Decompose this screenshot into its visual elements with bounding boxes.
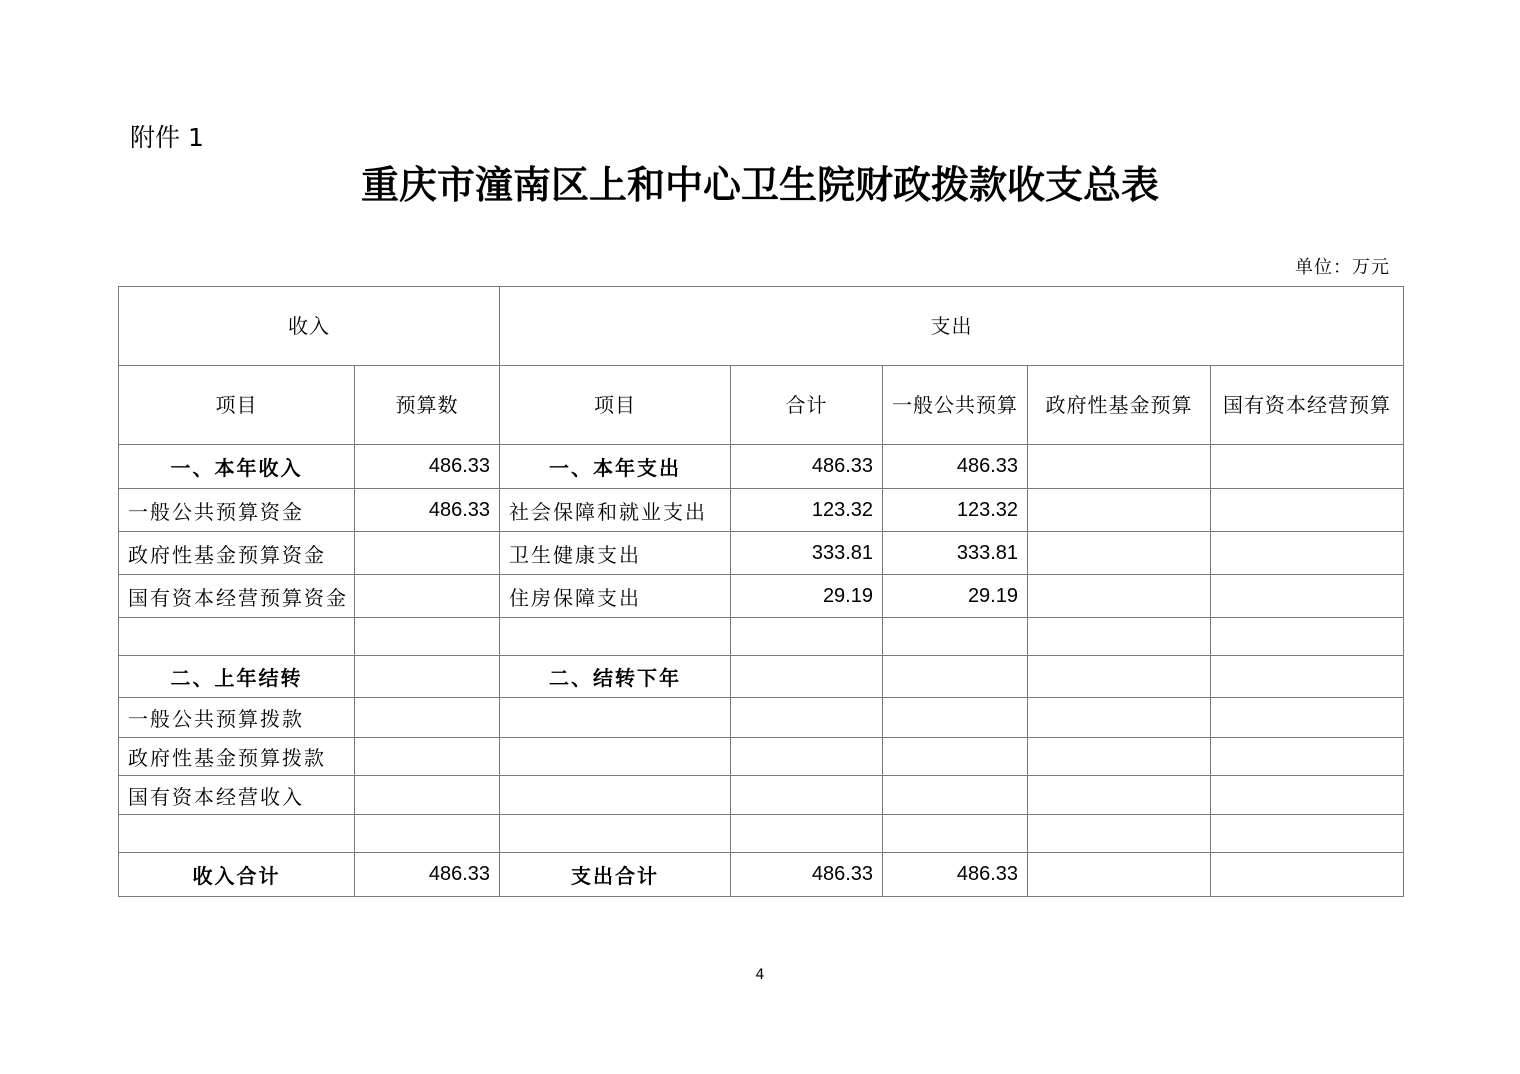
- cell-income-budget: [355, 656, 500, 698]
- col-expense-item: 项目: [500, 366, 731, 445]
- cell-total: [731, 618, 883, 656]
- cell-gov-fund: [1028, 618, 1211, 656]
- cell-income-item: 国有资本经营预算资金: [119, 575, 355, 618]
- expense-header: 支出: [500, 287, 1404, 366]
- cell-expense-item: 二、结转下年: [500, 656, 731, 698]
- cell-total: [731, 776, 883, 815]
- budget-table: [118, 286, 1404, 897]
- cell-expense-item: [500, 698, 731, 738]
- table-row: [119, 815, 1404, 853]
- cell-gov-fund: [1028, 575, 1211, 618]
- cell-total: 29.19: [731, 575, 883, 618]
- document-title: 重庆市潼南区上和中心卫生院财政拨款收支总表: [360, 162, 1159, 207]
- col-gov-fund-budget: 政府性基金预算: [1028, 366, 1211, 445]
- table-row: [119, 656, 1404, 698]
- cell-gov-fund: [1028, 698, 1211, 738]
- col-state-capital-budget: 国有资本经营预算: [1211, 366, 1404, 445]
- cell-total: 486.33: [731, 445, 883, 489]
- cell-general-budget: 486.33: [883, 853, 1028, 897]
- cell-expense-item: [500, 815, 731, 853]
- cell-general-budget: 333.81: [883, 532, 1028, 575]
- cell-gov-fund: [1028, 815, 1211, 853]
- cell-total: [731, 656, 883, 698]
- cell-general-budget: [883, 618, 1028, 656]
- cell-state-capital: [1211, 445, 1404, 489]
- cell-state-capital: [1211, 698, 1404, 738]
- table-row: [119, 698, 1404, 738]
- cell-expense-item: [500, 738, 731, 776]
- cell-general-budget: 29.19: [883, 575, 1028, 618]
- table-row: [119, 532, 1404, 575]
- cell-general-budget: [883, 698, 1028, 738]
- cell-income-budget: [355, 776, 500, 815]
- cell-income-budget: [355, 618, 500, 656]
- cell-total: [731, 815, 883, 853]
- cell-income-budget: 486.33: [355, 445, 500, 489]
- cell-income-item: 国有资本经营收入: [119, 776, 355, 815]
- cell-state-capital: [1211, 618, 1404, 656]
- table-row: [119, 738, 1404, 776]
- cell-general-budget: [883, 656, 1028, 698]
- cell-gov-fund: [1028, 489, 1211, 532]
- cell-state-capital: [1211, 853, 1404, 897]
- cell-total: [731, 738, 883, 776]
- cell-general-budget: [883, 738, 1028, 776]
- cell-gov-fund: [1028, 853, 1211, 897]
- cell-total: 123.32: [731, 489, 883, 532]
- cell-state-capital: [1211, 738, 1404, 776]
- cell-gov-fund: [1028, 445, 1211, 489]
- cell-total: 333.81: [731, 532, 883, 575]
- cell-gov-fund: [1028, 738, 1211, 776]
- cell-income-item: 一般公共预算拨款: [119, 698, 355, 738]
- col-income-item: 项目: [119, 366, 355, 445]
- cell-expense-item: 社会保障和就业支出: [500, 489, 731, 532]
- cell-state-capital: [1211, 776, 1404, 815]
- table-row: [119, 575, 1404, 618]
- cell-income-budget: 486.33: [355, 489, 500, 532]
- cell-income-item: 政府性基金预算拨款: [119, 738, 355, 776]
- cell-income-budget: [355, 738, 500, 776]
- table-row: [119, 445, 1404, 489]
- cell-gov-fund: [1028, 532, 1211, 575]
- cell-income-item: [119, 815, 355, 853]
- cell-state-capital: [1211, 532, 1404, 575]
- table-row: [119, 618, 1404, 656]
- cell-state-capital: [1211, 575, 1404, 618]
- col-general-budget: 一般公共预算: [883, 366, 1028, 445]
- cell-general-budget: [883, 776, 1028, 815]
- page-number: 4: [755, 967, 765, 983]
- cell-income-budget: 486.33: [355, 853, 500, 897]
- cell-income-item: 收入合计: [119, 853, 355, 897]
- cell-expense-item: 一、本年支出: [500, 445, 731, 489]
- cell-expense-item: [500, 618, 731, 656]
- cell-state-capital: [1211, 656, 1404, 698]
- cell-income-item: 一、本年收入: [119, 445, 355, 489]
- cell-total: [731, 698, 883, 738]
- cell-gov-fund: [1028, 776, 1211, 815]
- cell-income-budget: [355, 698, 500, 738]
- cell-total: 486.33: [731, 853, 883, 897]
- cell-expense-item: 住房保障支出: [500, 575, 731, 618]
- cell-expense-item: [500, 776, 731, 815]
- cell-income-item: 二、上年结转: [119, 656, 355, 698]
- cell-expense-item: 支出合计: [500, 853, 731, 897]
- cell-income-budget: [355, 815, 500, 853]
- unit-label: 单位：万元: [1295, 257, 1390, 278]
- cell-gov-fund: [1028, 656, 1211, 698]
- cell-general-budget: 486.33: [883, 445, 1028, 489]
- income-header: 收入: [119, 287, 500, 366]
- table-row: [119, 489, 1404, 532]
- cell-income-item: 政府性基金预算资金: [119, 532, 355, 575]
- cell-income-item: [119, 618, 355, 656]
- attachment-label: 附件 1: [130, 123, 204, 152]
- cell-general-budget: [883, 815, 1028, 853]
- table-row: [119, 853, 1404, 897]
- cell-state-capital: [1211, 489, 1404, 532]
- cell-income-item: 一般公共预算资金: [119, 489, 355, 532]
- cell-expense-item: 卫生健康支出: [500, 532, 731, 575]
- cell-income-budget: [355, 575, 500, 618]
- table-row: [119, 776, 1404, 815]
- cell-income-budget: [355, 532, 500, 575]
- col-total: 合计: [731, 366, 883, 445]
- cell-general-budget: 123.32: [883, 489, 1028, 532]
- col-income-budget: 预算数: [355, 366, 500, 445]
- cell-state-capital: [1211, 815, 1404, 853]
